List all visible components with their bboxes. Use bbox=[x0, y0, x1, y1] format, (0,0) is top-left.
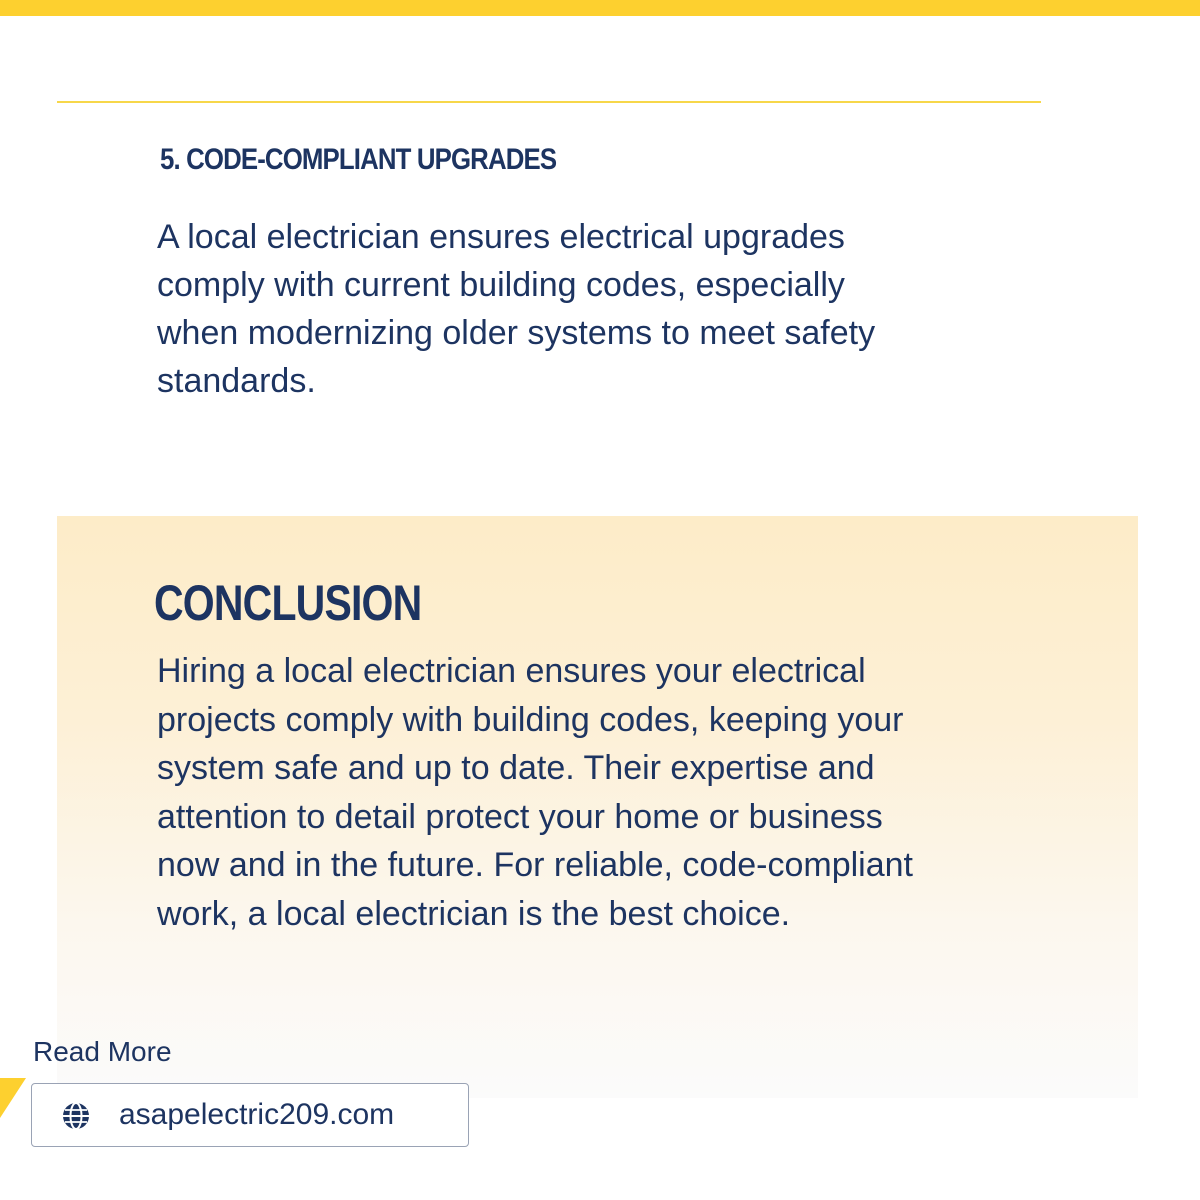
section-body-line: when modernizing older systems to meet safety bbox=[157, 314, 876, 352]
conclusion-body-line: attention to detail protect your home or business bbox=[157, 797, 883, 836]
conclusion-body-line: system safe and up to date. Their expertise and bbox=[157, 749, 875, 787]
globe-icon bbox=[60, 1100, 92, 1132]
conclusion-body-line: Hiring a local electrician ensures your electrical bbox=[157, 652, 866, 690]
section-body-line: standards. bbox=[157, 362, 316, 400]
section-body-line: A local electrician ensures electrical upgrades bbox=[157, 218, 845, 256]
conclusion-body-line: now and in the future. For reliable, code-compliant bbox=[157, 846, 913, 884]
read-more-label: Read More bbox=[33, 1036, 172, 1067]
conclusion-body-line: projects comply with building codes, keeping your bbox=[157, 700, 904, 739]
section-body-line: comply with current building codes, especially bbox=[157, 266, 845, 304]
top-accent-bar bbox=[0, 0, 1200, 16]
conclusion-body bbox=[157, 647, 1017, 938]
section-divider bbox=[57, 101, 1041, 103]
website-link[interactable] bbox=[31, 1083, 469, 1147]
conclusion-body-line: work, a local electrician is the best choice. bbox=[157, 894, 791, 933]
conclusion-heading: CONCLUSION bbox=[154, 575, 422, 631]
section-heading: 5. CODE-COMPLIANT UPGRADES bbox=[160, 143, 557, 176]
website-url[interactable]: asapelectric209.com bbox=[119, 1098, 395, 1131]
corner-triangle-decoration bbox=[0, 1078, 26, 1120]
section-body bbox=[157, 213, 967, 405]
